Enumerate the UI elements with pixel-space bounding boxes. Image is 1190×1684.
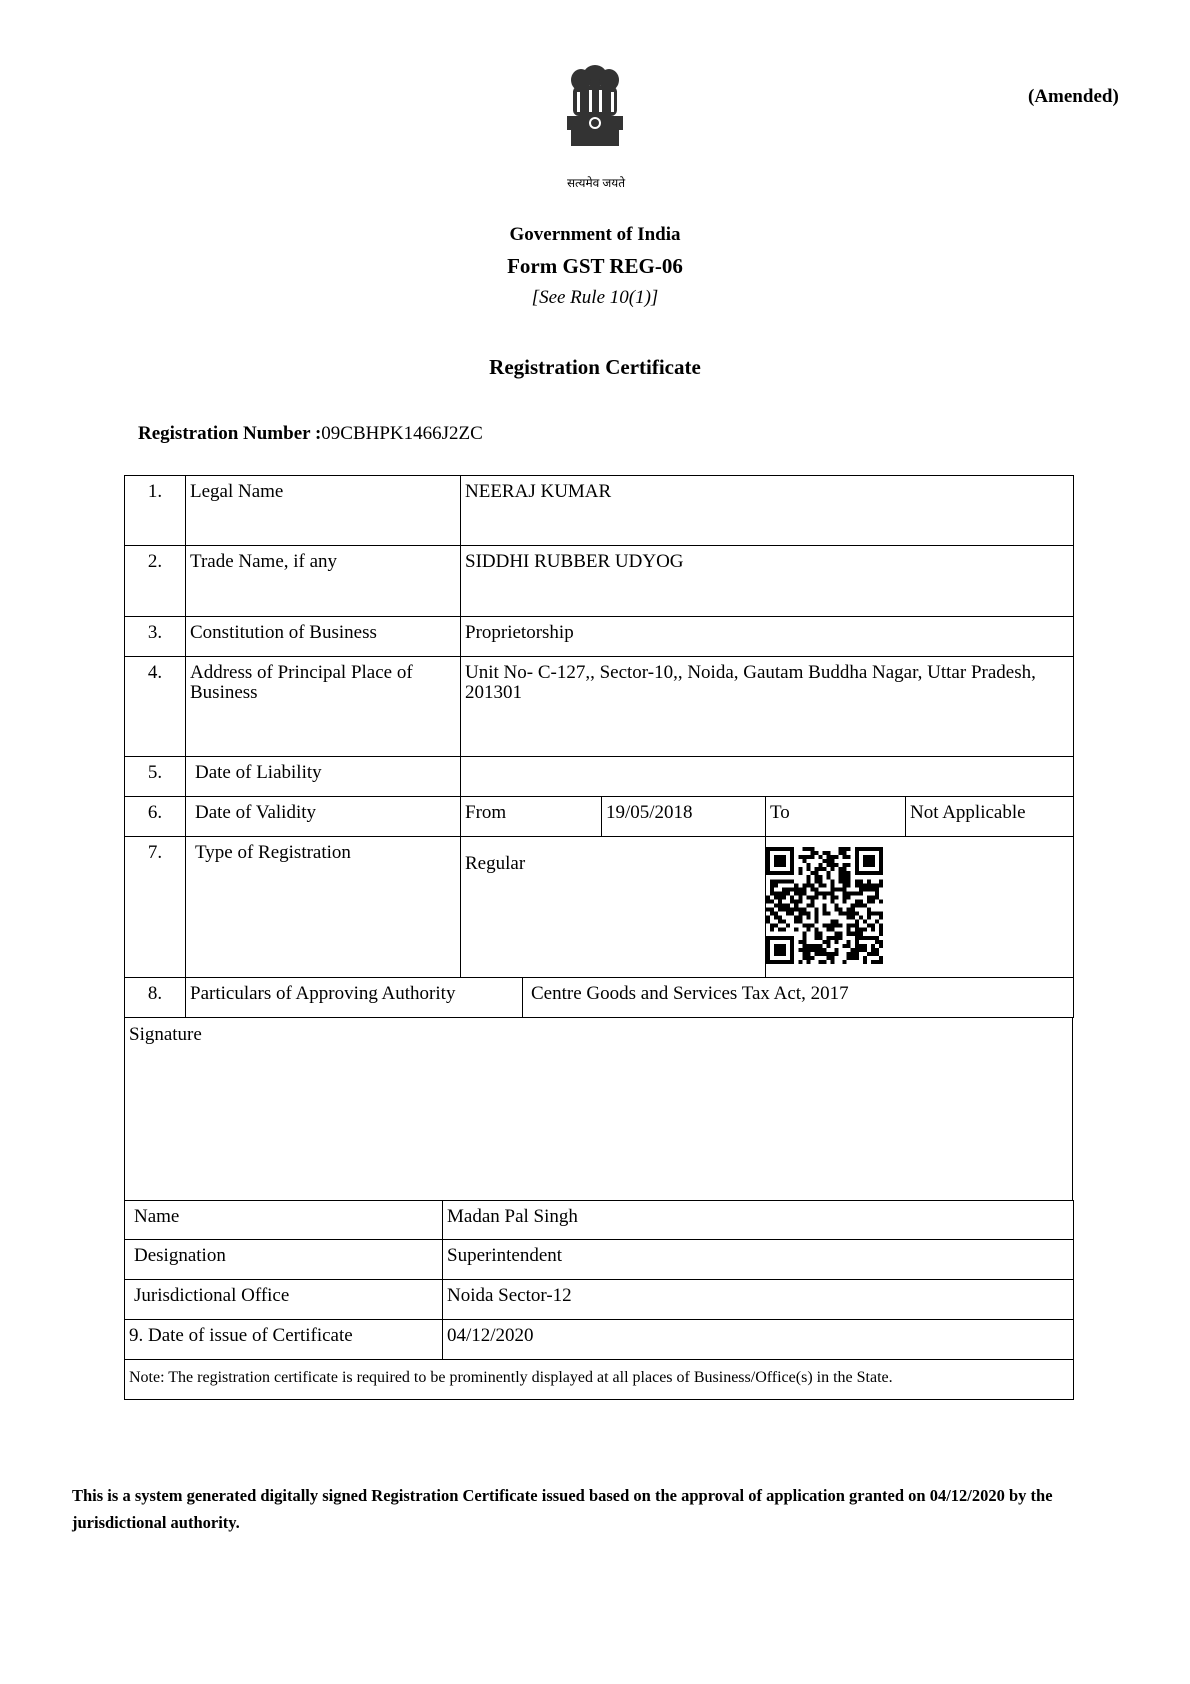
row-number: 6. — [125, 797, 186, 837]
jurisdictional-office-value: Noida Sector-12 — [443, 1280, 1074, 1320]
form-heading: Form GST REG-06 — [507, 254, 683, 278]
table-row — [125, 797, 1074, 837]
table-row — [125, 1320, 1074, 1360]
row-label: Constitution of Business — [186, 617, 461, 657]
table-row — [125, 978, 1074, 1018]
qr-code-cell — [766, 837, 1074, 978]
validity-to-value: Not Applicable — [906, 797, 1074, 837]
jurisdictional-office-label: Jurisdictional Office — [125, 1280, 443, 1320]
name-value: Madan Pal Singh — [443, 1201, 1074, 1240]
legal-name-value: NEERAJ KUMAR — [461, 476, 1074, 546]
motto-text: सत्यमेव जयते — [566, 176, 626, 190]
designation-label: Designation — [125, 1240, 443, 1280]
issue-date-label: 9. Date of issue of Certificate — [125, 1320, 443, 1360]
row-label: Trade Name, if any — [186, 546, 461, 617]
constitution-value: Proprietorship — [461, 617, 1074, 657]
rule-reference: [See Rule 10(1)] — [531, 287, 659, 308]
table-row — [125, 837, 1074, 978]
certificate-details-table — [124, 475, 1074, 1018]
government-heading: Government of India — [509, 224, 681, 245]
row-label: Type of Registration — [186, 837, 461, 978]
validity-to-label: To — [766, 797, 906, 837]
issue-date-value: 04/12/2020 — [443, 1320, 1074, 1360]
registration-number — [138, 423, 483, 445]
row-label: Particulars of Approving Authority — [186, 978, 523, 1018]
row-number: 7. — [125, 837, 186, 978]
table-row — [125, 757, 1074, 797]
registration-number-value: 09CBHPK1466J2ZC — [321, 423, 483, 444]
page-title: Registration Certificate — [489, 355, 701, 379]
signature-box — [124, 1018, 1073, 1200]
liability-date-value — [461, 757, 1074, 797]
registration-number-label: Registration Number : — [138, 423, 322, 444]
approving-authority-value: Centre Goods and Services Tax Act, 2017 — [523, 978, 1074, 1018]
row-number: 1. — [125, 476, 186, 546]
footer-statement: This is a system generated digitally signed Registration Certificate issued based on the approval of application granted on 04/12/2020 by the jurisdictional authority. — [72, 1486, 1053, 1532]
table-row — [125, 1280, 1074, 1320]
qr-code-icon — [766, 847, 883, 964]
signature-table — [124, 1200, 1074, 1400]
name-label: Name — [125, 1201, 443, 1240]
row-number: 3. — [125, 617, 186, 657]
validity-from-value: 19/05/2018 — [602, 797, 766, 837]
table-row — [125, 1201, 1074, 1240]
trade-name-value: SIDDHI RUBBER UDYOG — [461, 546, 1074, 617]
table-row — [125, 476, 1074, 546]
row-label: Date of Validity — [186, 797, 461, 837]
table-row — [125, 546, 1074, 617]
table-row — [125, 1240, 1074, 1280]
table-row — [125, 1360, 1074, 1400]
table-row — [125, 617, 1074, 657]
registration-type-value: Regular — [461, 837, 766, 978]
display-note: Note: The registration certificate is required to be prominently displayed at all places of Business/Office(s) in the State. — [125, 1360, 1074, 1400]
row-label: Address of Principal Place of Business — [186, 657, 461, 757]
row-number: 2. — [125, 546, 186, 617]
designation-value: Superintendent — [443, 1240, 1074, 1280]
validity-from-label: From — [461, 797, 602, 837]
row-label: Legal Name — [186, 476, 461, 546]
row-label: Date of Liability — [186, 757, 461, 797]
signature-label: Signature — [129, 1024, 202, 1045]
address-value: Unit No- C-127,, Sector-10,, Noida, Gautam Buddha Nagar, Uttar Pradesh, 201301 — [461, 657, 1074, 757]
row-number: 8. — [125, 978, 186, 1018]
row-number: 4. — [125, 657, 186, 757]
national-emblem-icon — [553, 62, 638, 150]
amended-label: (Amended) — [1028, 86, 1119, 107]
table-row — [125, 657, 1074, 757]
row-number: 5. — [125, 757, 186, 797]
